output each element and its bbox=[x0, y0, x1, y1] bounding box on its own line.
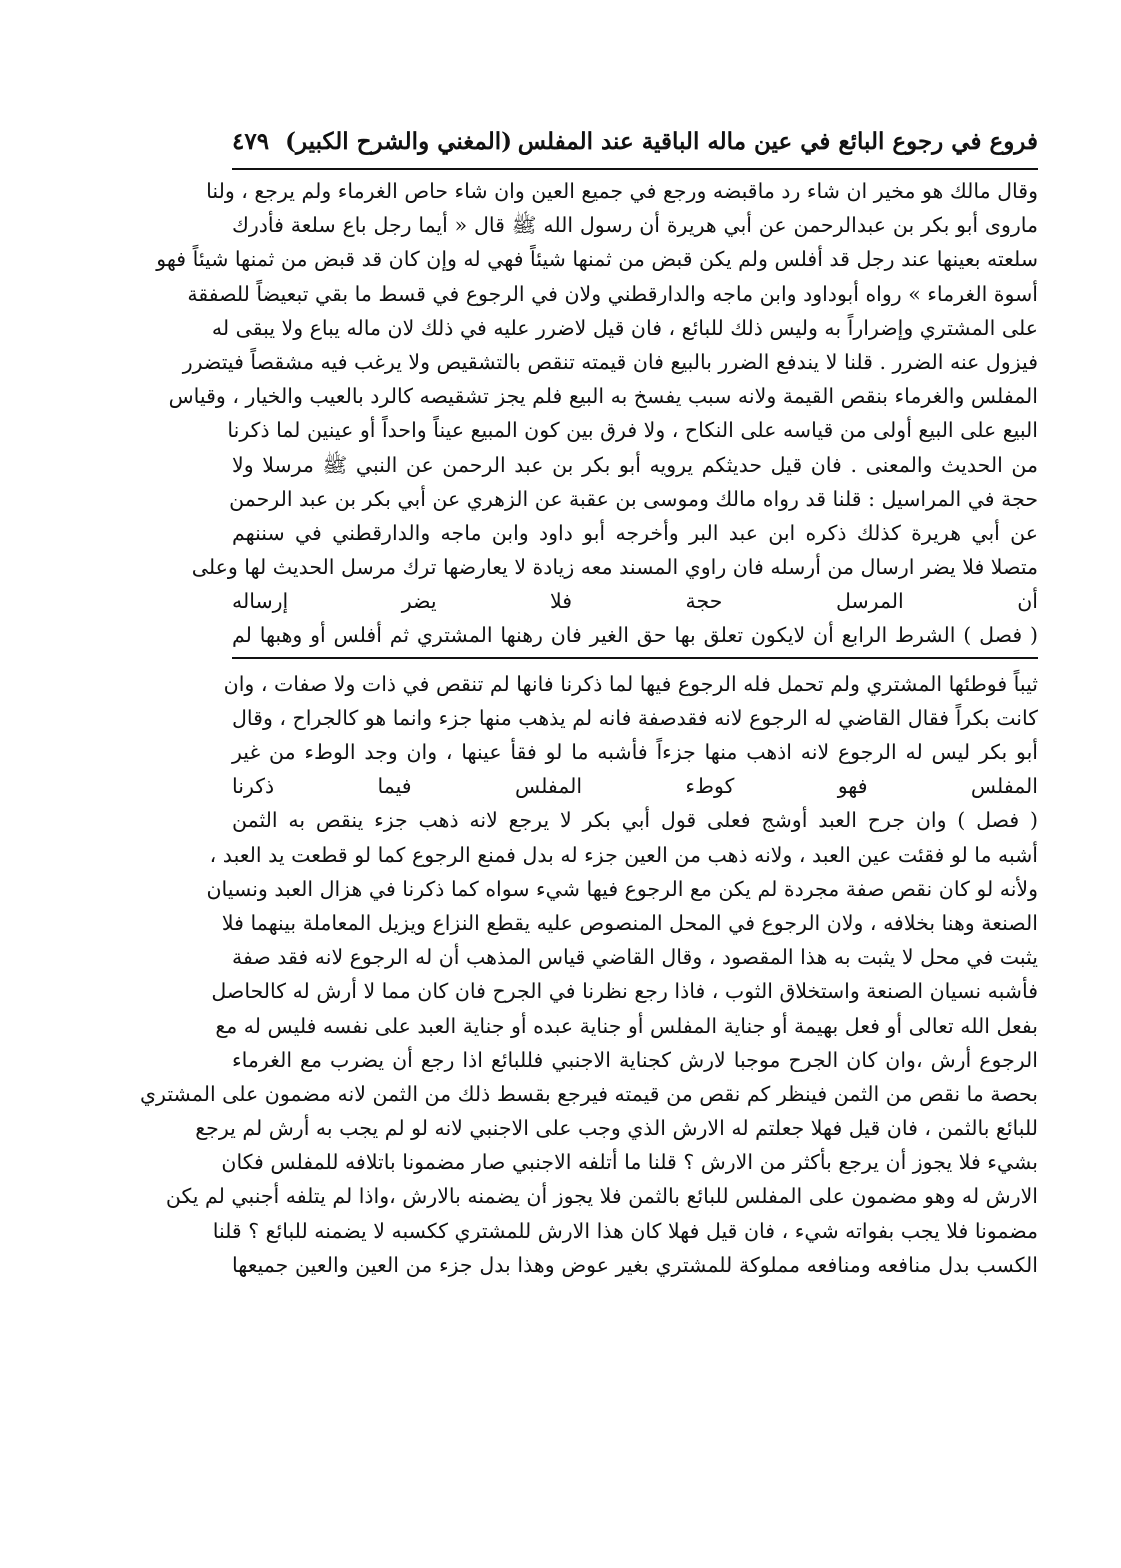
lower-text-block bbox=[140, 667, 1038, 1282]
text-line: مضمونا فلا يجب بفواته شيء ، فان قيل فهلا كان هذا الارش للمشتري ككسبه لا يضمنه للبائع ؟ قلنا bbox=[212, 1218, 1038, 1243]
text-line: ثيباً فوطئها المشتري ولم تحمل فله الرجوع فيها لما ذكرنا فانها لم تنقص في ذات ولا صفات ، وان bbox=[223, 671, 1038, 696]
header-rule bbox=[232, 168, 1038, 170]
text-line: يثبت في محل لا يثبت به هذا المقصود ، وقال القاضي قياس المذهب أن له الرجوع لانه فقد صفة bbox=[232, 945, 1038, 970]
text-line: متصلا فلا يضر ارسال من أرسله فان راوي المسند معه زيادة لا يعارضها ترك مرسل الحديث لها وعلى bbox=[191, 555, 1038, 580]
page-number: ٤٧٩ bbox=[232, 128, 270, 155]
text-line: عن أبي هريرة كذلك ذكره ابن عبد البر وأخرجه أبو داود وابن ماجه والدارقطني في سننهم bbox=[232, 520, 1038, 545]
book-title: (المغني والشرح الكبير) bbox=[285, 128, 512, 155]
text-line: المفلس والغرماء بنقص القيمة ولانه سبب يفسخ به البيع فلم يجز تشقيصه كالرد بالعيب والخيار ، وقياس bbox=[168, 384, 1038, 409]
running-header bbox=[232, 128, 1038, 168]
text-line: بحصة ما نقص من الثمن فينظر كم نقص من قيمته فيرجع بقسط ذلك من الثمن لانه مضمون على المشتري bbox=[140, 1081, 1038, 1106]
text-line: فيزول عنه الضرر . قلنا لا يندفع الضرر بالبيع فان قيمته تنقص بالتشقيص ولا يرغب فيه مشقصاً فيتضرر bbox=[182, 349, 1038, 374]
text-line: أشبه ما لو فقئت عين العبد ، ولانه ذهب من العين جزء له بدل فمنع الرجوع كما لو قطعت يد العبد ، bbox=[209, 842, 1038, 867]
text-line: أبو بكر ليس له الرجوع لانه اذهب منها جزءاً فأشبه ما لو فقأ عينها ، وان وجد الوطء من غير bbox=[232, 740, 1038, 764]
text-line: الكسب بدل منافعه ومنافعه مملوكة للمشتري بغير عوض وهذا بدل جزء من العين والعين جميعها bbox=[232, 1252, 1038, 1277]
text-line: أسوة الغرماء » رواه أبوداود وابن ماجه والدارقطني ولان في الرجوع في قسط ما بقي تبعيضاً للصفقة bbox=[187, 281, 1038, 306]
text-line: على المشتري وإضراراً به وليس ذلك للبائع ، فان قيل لاضرر عليه في ذلك لان ماله يباع ولا يبقى له bbox=[211, 315, 1038, 340]
text-line: الارش له وهو مضمون على المفلس للبائع بالثمن فلا يجوز أن يضمنه بالارش ،واذا لم يتلفه أجنبي لم يكن bbox=[165, 1184, 1038, 1209]
text-line: وقال مالك هو مخير ان شاء رد ماقبضه ورجع في جميع العين وان شاء حاص الغرماء ولم يرجع ، ولنا bbox=[206, 179, 1038, 203]
text-line: الصنعة وهنا بخلافه ، ولان الرجوع في المحل المنصوص عليه يقطع النزاع ويزيل المعاملة بينهما فلا bbox=[221, 910, 1038, 935]
text-line: للبائع بالثمن ، فان قيل فهلا جعلتم له الارش الذي وجب على الاجنبي لانه لو لم يجب به أرش لم يرجع bbox=[195, 1116, 1038, 1141]
header-book-title bbox=[232, 128, 512, 155]
text-line: ولأنه لو كان نقص صفة مجردة لم يكن مع الرجوع فيها شيء سواه كما ذكرنا في هزال العبد ونسيان bbox=[206, 876, 1038, 901]
section-heading-line: ( فصل ) الشرط الرابع أن لايكون تعلق بها حق الغير فان رهنها المشتري ثم أفلس أو وهبها لم bbox=[232, 623, 1038, 648]
text-line: من الحديث والمعنى . فان قيل حديثكم يرويه أبو بكر بن عبد الرحمن عن النبي ﷺ مرسلا ولا bbox=[232, 452, 1038, 477]
text-line: بفعل الله تعالى أو فعل بهيمة أو جناية المفلس أو جناية عبده أو جناية العبد على نفسه فليس له مع bbox=[215, 1013, 1038, 1038]
book-page bbox=[140, 128, 1038, 1282]
separator-rule bbox=[232, 657, 1038, 659]
text-line: كانت بكراً فقال القاضي له الرجوع لانه فقدصفة فانه لم يذهب منها جزء وانما هو كالجراح ، وقال bbox=[232, 705, 1038, 730]
text-line: الرجوع أرش ،وان كان الجرح موجبا لارش كجناية الاجنبي فللبائع اذا رجع أن يضرب مع الغرماء bbox=[232, 1047, 1038, 1072]
text-line: سلعته بعينها عند رجل قد أفلس ولم يكن قبض من ثمنها شيئاً فهي له وإن كان قد قبض من ثمنها شيئاً فهو bbox=[156, 247, 1038, 272]
upper-text-block bbox=[156, 174, 1038, 618]
text-line: حجة في المراسيل : قلنا قد رواه مالك وموسى بن عقبة عن الزهري عن أبي بكر بن عبد الرحمن bbox=[229, 486, 1038, 511]
text-line: فأشبه نسيان الصنعة واستخلاق الثوب ، فاذا رجع نظرنا في الجرح فان كان مما لا أرش له كالحاصل bbox=[211, 979, 1038, 1004]
text-line: المفلس فهو كوطء المفلس فيما ذكرنا bbox=[232, 774, 1038, 799]
header-chapter-title: فروع في رجوع البائع في عين ماله الباقية عند المفلس bbox=[517, 128, 1038, 155]
text-line: بشيء فلا يجوز أن يرجع بأكثر من الارش ؟ قلنا ما أتلفه الاجنبي صار مضمونا باتلافه للمفلس فكان bbox=[221, 1150, 1038, 1175]
text-line: أن المرسل حجة فلا يضر إرساله bbox=[232, 589, 1038, 614]
text-line: ( فصل ) وان جرح العبد أوشج فعلى قول أبي بكر لا يرجع لانه ذهب جزء ينقص به الثمن bbox=[232, 808, 1038, 833]
text-line: البيع على البيع أولى من قياسه على النكاح ، ولا فرق بين كون المبيع عيناً واحداً أو عينين لما ذكرنا bbox=[227, 418, 1038, 443]
text-line: ماروى أبو بكر بن عبدالرحمن عن أبي هريرة أن رسول الله ﷺ قال « أيما رجل باع سلعة فأدرك bbox=[232, 213, 1038, 238]
